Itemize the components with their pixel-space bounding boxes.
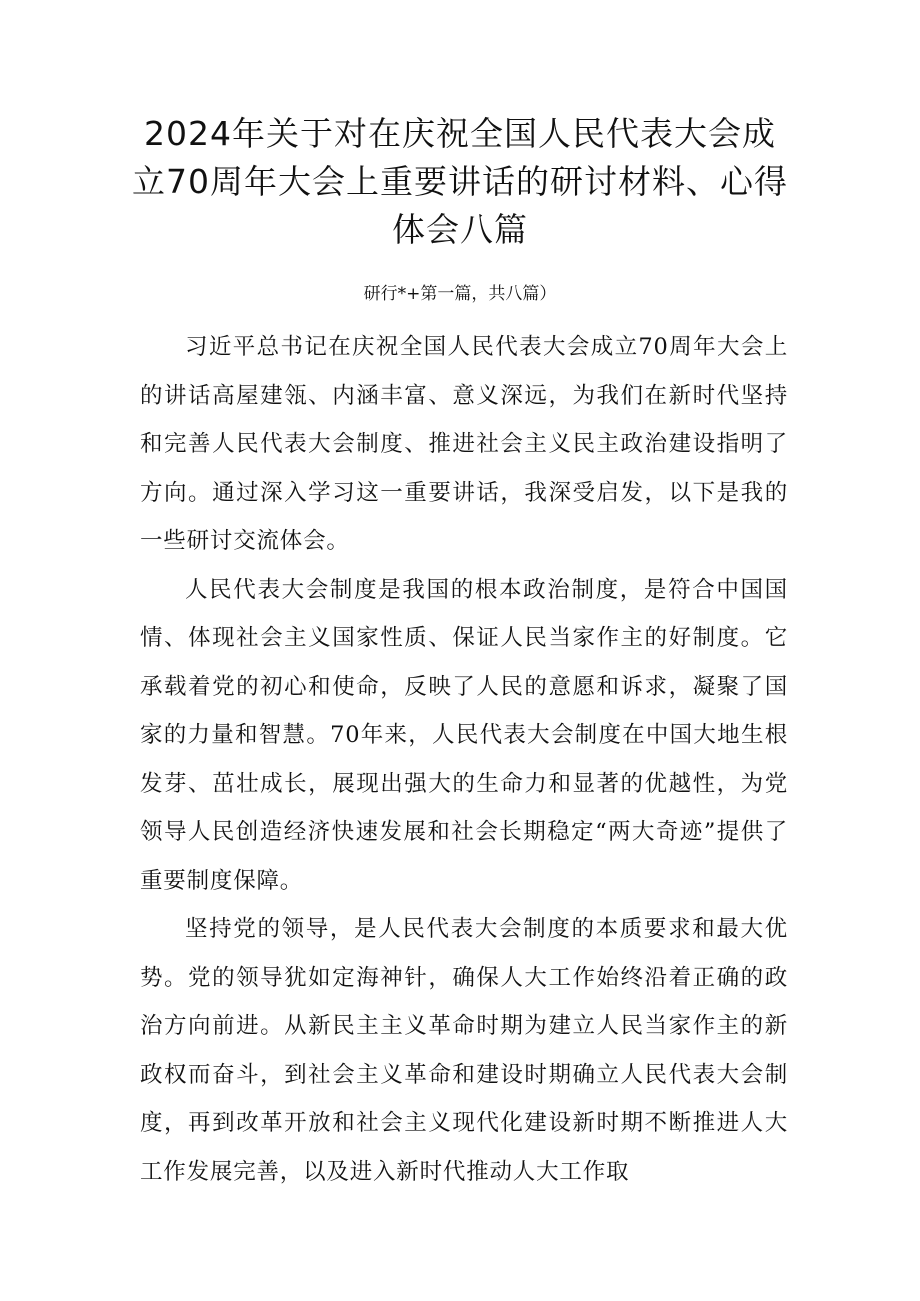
document-body <box>140 323 788 1196</box>
paragraph: 习近平总书记在庆祝全国人民代表大会成立70周年大会上的讲话高屋建瓴、内涵丰富、意义深远，为我们在新时代坚持和完善人民代表大会制度、推进社会主义民主政治建设指明了方向。通过深入学习这一重要讲话，我深受启发，以下是我的一些研讨交流体会。 <box>140 334 788 554</box>
document-subtitle: 研行*+第一篇，共八篇） <box>363 284 557 304</box>
paragraph: 坚持党的领导，是人民代表大会制度的本质要求和最大优势。党的领导犹如定海神针，确保人大工作始终沿着正确的政治方向前进。从新民主主义革命时期为建立人民当家作主的新政权而奋斗，到社会主义革命和建设时期确立人民代表大会制度，再到改革开放和社会主义现代化建设新时期不断推进人大工作发展完善，以及进入新时代推动人大工作取 <box>140 916 788 1185</box>
paragraph: 人民代表大会制度是我国的根本政治制度，是符合中国国情、体现社会主义国家性质、保证人民当家作主的好制度。它承载着党的初心和使命，反映了人民的意愿和诉求，凝聚了国家的力量和智慧。70年来，人民代表大会制度在中国大地生根发芽、茁壮成长，展现出强大的生命力和显著的优越性，为党领导人民创造经济快速发展和社会长期稳定“两大奇迹”提供了重要制度保障。 <box>140 576 788 894</box>
document-title: 2024年关于对在庆祝全国人民代表大会成立70周年大会上重要讲话的研讨材料、心得体会八篇 <box>132 114 788 249</box>
